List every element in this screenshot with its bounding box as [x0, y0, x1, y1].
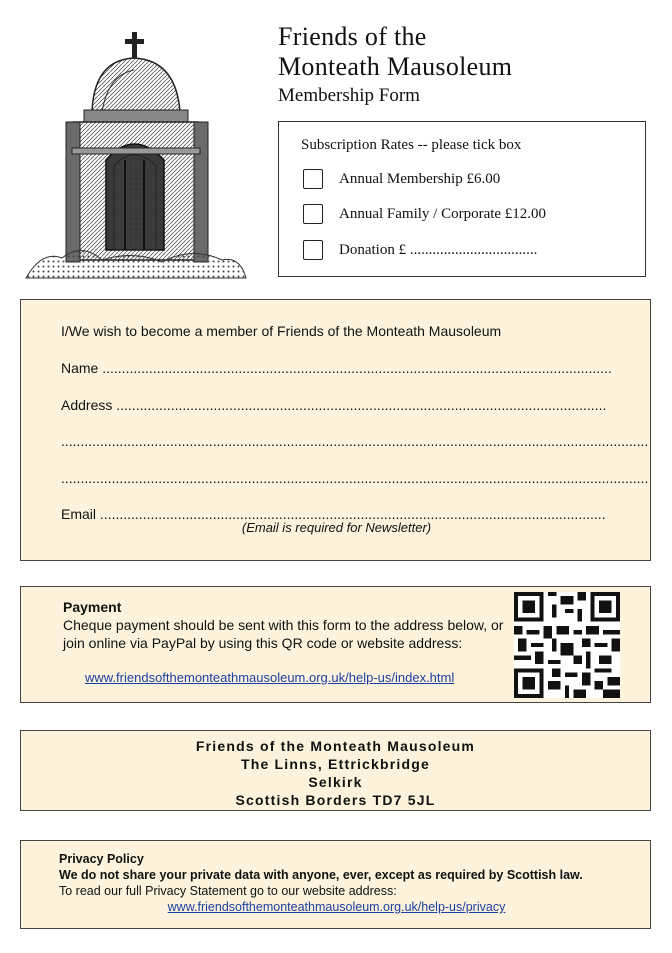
address-line-1: Friends of the Monteath Mausoleum: [195, 738, 476, 754]
payment-text-block: [63, 598, 508, 652]
address-panel: [20, 730, 651, 811]
annual-membership-checkbox[interactable]: [303, 169, 323, 189]
address-field[interactable]: Address ..............................................................................................................................: [61, 397, 607, 413]
privacy-text-block: [59, 851, 583, 899]
option-label: Annual Membership £6.00: [339, 170, 501, 187]
privacy-panel: [20, 840, 651, 929]
form-title: [278, 22, 512, 108]
payment-panel: [20, 586, 651, 703]
email-field[interactable]: Email ..................................................................................................................................: [61, 506, 606, 522]
name-field[interactable]: Name ...................................................................................................................................: [61, 360, 612, 376]
title-line-1: Friends of the: [278, 22, 427, 51]
privacy-statement: We do not share your private data with anyone, ever, except as required by Scottish law.: [59, 868, 583, 882]
option-annual-membership[interactable]: [303, 169, 500, 189]
subscription-heading: Subscription Rates -- please tick box: [301, 137, 522, 153]
option-label: Donation £ ..................................: [339, 241, 538, 258]
privacy-text: To read our full Privacy Statement go to our website address:: [59, 884, 397, 898]
privacy-link[interactable]: www.friendsofthemonteathmausoleum.org.uk/help-us/privacy: [167, 900, 506, 914]
payment-link[interactable]: www.friendsofthemonteathmausoleum.org.uk/help-us/index.html: [85, 670, 455, 685]
payment-text: Cheque payment should be sent with this form to the address below, or join online via PayPal by using this QR code or website address:: [63, 617, 504, 651]
option-donation[interactable]: [303, 240, 537, 260]
subscription-rates-box: [278, 121, 646, 277]
payment-heading: Payment: [63, 599, 122, 615]
privacy-heading: Privacy Policy: [59, 852, 144, 866]
email-note: (Email is required for Newsletter): [241, 520, 432, 535]
membership-intro: I/We wish to become a member of Friends of the Monteath Mausoleum: [61, 323, 502, 339]
option-annual-family[interactable]: [303, 204, 546, 224]
qr-code-icon[interactable]: [514, 592, 620, 698]
donation-checkbox[interactable]: [303, 240, 323, 260]
mausoleum-illustration: [22, 20, 248, 282]
address-line-4: Scottish Borders TD7 5JL: [235, 792, 436, 808]
form-subtitle: Membership Form: [278, 85, 420, 106]
membership-details-panel: [20, 299, 651, 561]
address-line-2: The Linns, Ettrickbridge: [240, 756, 431, 772]
address-field-line-3[interactable]: .......................................................................................................................................................: [61, 470, 649, 486]
address-field-line-2[interactable]: .......................................................................................................................................................: [61, 433, 649, 449]
address-line-3: Selkirk: [308, 774, 363, 790]
annual-family-checkbox[interactable]: [303, 204, 323, 224]
option-label: Annual Family / Corporate £12.00: [339, 205, 547, 222]
title-line-2: Monteath Mausoleum: [278, 52, 513, 81]
